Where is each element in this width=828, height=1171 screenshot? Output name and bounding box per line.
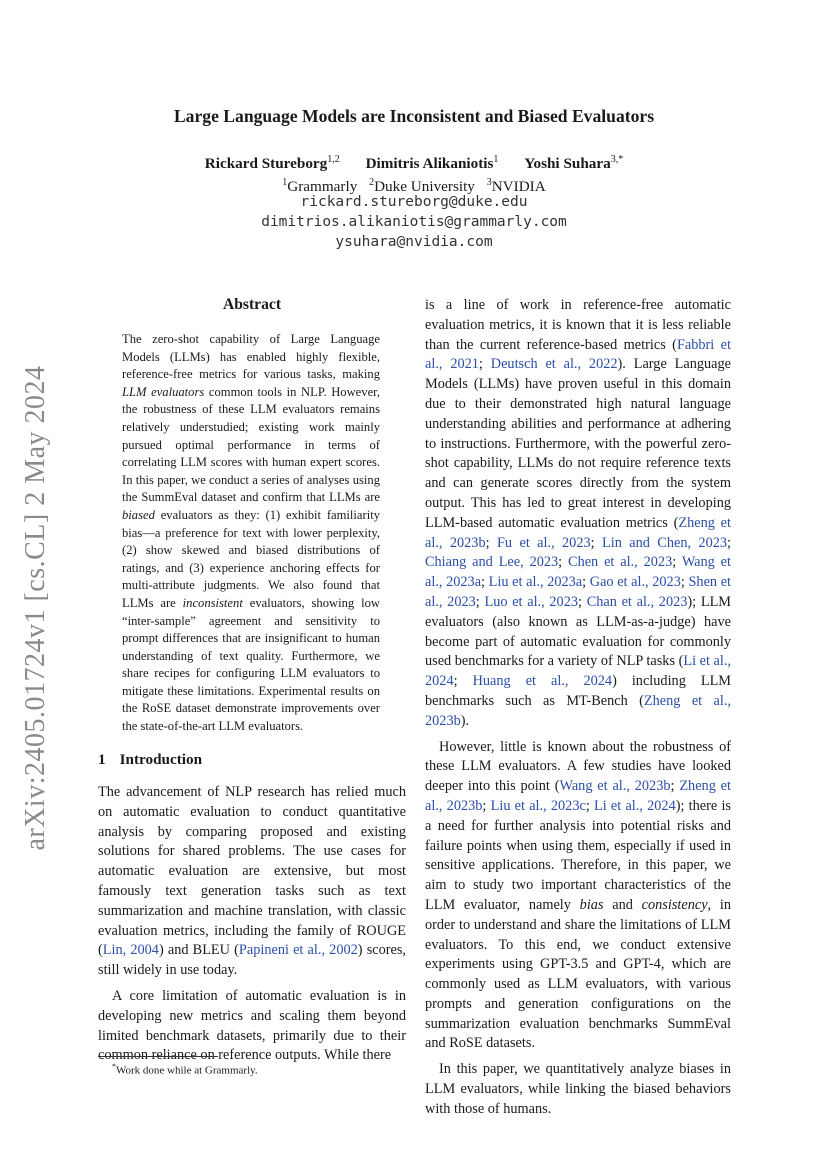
citation-link[interactable]: Li et al., 2024	[594, 797, 676, 814]
citation-link[interactable]: Deutsch et al., 2022	[490, 356, 618, 373]
text-run: However, little is known about the robustness of these LLM evaluators. A few studies have looked deeper into this point (	[425, 738, 731, 795]
text-run: The advancement of NLP research has relied much on automatic evaluation to conduct quantitative analysis by comparing proposed and existing solutions for shared problems. The use cases for automatic evaluation are extensive, but most famously text generation tasks such as text summarization and machine translation, with classic evaluation metrics, including the family of ROUGE (	[98, 784, 406, 959]
text-run: ;	[670, 778, 680, 795]
intro-right-column	[425, 296, 731, 1120]
citation-link[interactable]: Chan et al., 2023	[586, 593, 688, 610]
abstract-paragraph	[122, 331, 380, 736]
arxiv-side-stamp	[14, 365, 58, 851]
text-run: ) and BLEU (	[158, 942, 239, 959]
body-paragraph	[425, 296, 731, 732]
author-affil-mark: 3,*	[610, 154, 624, 165]
footnote-rule	[98, 1056, 218, 1057]
footnote	[112, 1060, 402, 1078]
text-run: The zero-shot capability of Large Language Models (LLMs) has enabled highly flexible, reference-free metrics for various tasks, making	[122, 332, 380, 382]
intro-left-column	[98, 783, 406, 1066]
text-run: ;	[680, 574, 689, 591]
text-run: ;	[727, 534, 732, 551]
citation-link[interactable]: Wang et al., 2023b	[559, 778, 671, 795]
author-affil-mark: 1,2	[327, 154, 340, 165]
text-run: ;	[478, 356, 491, 373]
text-run: A core limitation of automatic evaluation is in developing new metrics and scaling them beyond limited benchmark datasets, primarily due to their common reliance on reference outputs. While there	[98, 987, 406, 1064]
author	[205, 155, 340, 172]
author-name: Dimitris Alikaniotis	[365, 155, 494, 173]
emphasis-text: bias	[579, 896, 604, 913]
body-paragraph	[98, 783, 406, 981]
text-run: ;	[672, 554, 682, 571]
citation-link[interactable]: Fabbri et al., 2021	[425, 336, 731, 373]
citation-link[interactable]: Lin and Chen, 2023	[602, 534, 728, 551]
body-paragraph	[425, 738, 731, 1055]
affiliation-mark: 3	[486, 177, 492, 188]
text-run: ) including LLM benchmarks such as MT-Bench (	[425, 673, 732, 709]
citation-link[interactable]: Liu et al., 2023c	[490, 797, 586, 814]
citation-link[interactable]: Wang et al., 2023a	[425, 554, 731, 591]
abstract-heading: Abstract	[222, 296, 282, 313]
citation-link[interactable]: Luo et al., 2023	[484, 593, 579, 610]
affiliation-name: Duke University	[374, 178, 475, 196]
text-run: ); LLM evaluators (also known as LLM-as-a-judge) have become part of automatic evaluation for commonly used benchmarks for a variety of NLP tasks (	[425, 593, 732, 670]
text-run: ;	[558, 554, 569, 571]
text-run: ;	[590, 534, 603, 551]
arxiv-id-text: arXiv:2405.01724v1 [cs.CL] 2 May 2024	[20, 365, 51, 851]
citation-link[interactable]: Chiang and Lee, 2023	[425, 554, 559, 571]
section-heading-introduction	[98, 751, 406, 769]
author-list	[0, 150, 828, 174]
emphasis-text: biased	[122, 507, 155, 522]
email-address[interactable]: ysuhara@nvidia.com	[335, 233, 493, 250]
emphasis-text: consistency	[641, 896, 708, 913]
text-run: ;	[578, 593, 587, 610]
section-title: Introduction	[119, 751, 203, 768]
citation-link[interactable]: Gao et al., 2023	[589, 574, 681, 591]
author	[524, 155, 623, 172]
text-run: In this paper, we quantitatively analyze biases in LLM evaluators, while linking the biased behaviors with those of humans.	[425, 1061, 731, 1117]
citation-link[interactable]: Zheng et al., 2023b	[425, 692, 731, 729]
text-run: ;	[481, 574, 489, 591]
email-address[interactable]: rickard.stureborg@duke.edu	[300, 194, 528, 210]
affiliation-mark: 2	[369, 177, 375, 188]
text-run: ;	[475, 593, 485, 610]
author-affil-mark: 1	[493, 154, 499, 165]
abstract-body	[122, 331, 380, 736]
text-run: is a line of work in reference-free automatic evaluation metrics, it is known that it is less reliable than the current reference-based metrics (	[425, 297, 731, 353]
citation-link[interactable]: Zheng et al., 2023b	[425, 514, 731, 551]
text-run: ;	[453, 673, 473, 690]
citation-link[interactable]: Liu et al., 2023a	[488, 574, 583, 591]
affiliation-mark: 1	[282, 177, 288, 188]
text-run: ;	[482, 797, 491, 814]
author	[366, 155, 499, 172]
citation-link[interactable]: Li et al., 2024	[425, 653, 732, 690]
text-run: , in order to understand and share the limitations of LLM evaluators. To this end, we conduct extensive experiments using GPT-3.5 and GPT-4, which are commonly used as LLM evaluators, with various prompts and generation configurations on the summarization evaluation benchmarks SummEval and RoSE datasets.	[425, 896, 731, 1052]
citation-link[interactable]: Fu et al., 2023	[496, 534, 591, 551]
citation-link[interactable]: Papineni et al., 2002	[238, 942, 358, 959]
emphasis-text: inconsistent	[182, 595, 243, 610]
citation-link[interactable]: Shen et al., 2023	[425, 574, 732, 610]
text-run: ).	[460, 712, 470, 729]
footnote-text: Work done while at Grammarly.	[116, 1064, 258, 1077]
body-paragraph	[98, 987, 406, 1066]
author-name: Yoshi Suhara	[524, 155, 611, 173]
text-run: and	[603, 896, 642, 913]
paper-title: Large Language Models are Inconsistent and Biased Evaluators	[173, 106, 655, 126]
body-paragraph	[425, 1060, 731, 1119]
citation-link[interactable]: Lin, 2004	[102, 942, 159, 959]
citation-link[interactable]: Zheng et al., 2023b	[425, 778, 732, 814]
text-run: ); there is a need for further analysis into potential risks and failure points when using them, especially if used in sensitive applications. Therefore, in this paper, we aim to study two important characteristics of the LLM evaluator, namely	[425, 797, 731, 913]
author-name: Rickard Stureborg	[204, 155, 328, 173]
text-run: ). Large Language Models (LLMs) have proven useful in this domain due to their demonstrated high natural language understanding abilities and performance at adhering to instructions. Furthermore, with the powerful zero-shot capability, LLMs do not require reference texts and can generate scores directly from the system output. This has led to great interest in developing LLM-based automatic evaluation metrics (	[425, 356, 732, 531]
section-number: 1	[98, 751, 106, 768]
affiliation-name: Grammarly	[287, 178, 358, 196]
citation-link[interactable]: Chen et al., 2023	[568, 554, 673, 571]
text-run: ;	[585, 797, 595, 814]
emphasis-text: LLM evaluators	[122, 384, 205, 399]
email-list	[0, 193, 828, 252]
text-run: ;	[582, 574, 590, 591]
citation-link[interactable]: Huang et al., 2024	[472, 673, 613, 690]
text-run: evaluators, showing low “inter-sample” agreement and sensitivity to prompt differences that are insignificant to human understanding of text quality. Furthermore, we share recipes for configuring LLM evaluators to mitigate these limitations. Experimental results on the RoSE dataset demonstrate improvements over the state-of-the-art LLM evaluators.	[122, 595, 380, 734]
text-run: evaluators as they: (1) exhibit familiarity bias—a preference for text with lower perplexity, (2) show skewed and biased distributions of ratings, and (3) experience anchoring effects for multi-attribute judgments. We also found that LLMs are	[122, 507, 380, 610]
text-run: common tools in NLP. However, the robustness of these LLM evaluators remains relatively understudied; existing work mainly pursued optimal performance in terms of correlating LLM scores with human expert scores. In this paper, we conduct a series of analyses using the SummEval dataset and confirm that LLMs are	[122, 384, 380, 505]
text-run: ;	[485, 534, 497, 551]
text-run: ) scores, still widely in use today.	[98, 942, 406, 979]
affiliation-name: NVIDIA	[491, 178, 546, 196]
footnote-mark: *	[112, 1062, 116, 1071]
email-address[interactable]: dimitrios.alikaniotis@grammarly.com	[261, 213, 567, 230]
